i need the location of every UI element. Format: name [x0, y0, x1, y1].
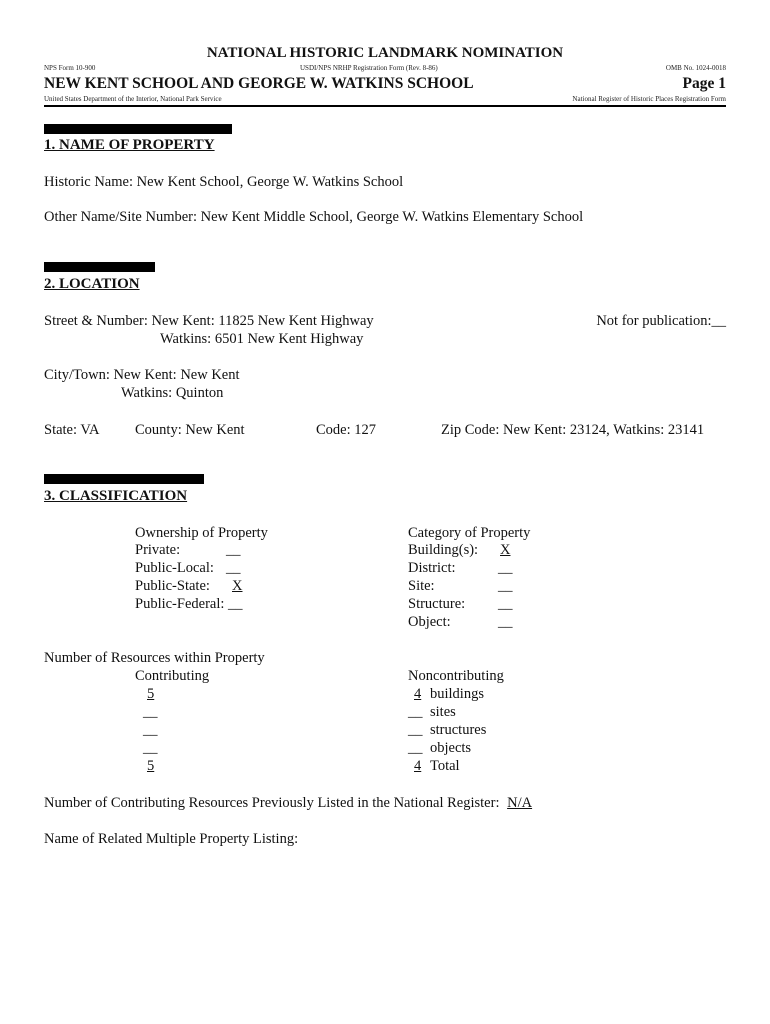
category-heading: Category of Property — [408, 525, 531, 541]
ownership-label: Public-State: — [135, 578, 210, 594]
street-number: Street & Number: New Kent: 11825 New Kent Highway — [44, 313, 374, 329]
historic-name: Historic Name: New Kent School, George W. Watkins School — [44, 174, 404, 190]
category-label: Site: — [408, 578, 435, 594]
form-title: NATIONAL HISTORIC LANDMARK NOMINATION — [206, 45, 564, 61]
related-listing: Name of Related Multiple Property Listing: — [44, 831, 299, 847]
section-bar — [44, 124, 232, 134]
category-label: Structure: — [408, 596, 466, 612]
ownership-label: Private: — [135, 542, 181, 558]
ownership-mark: __ — [226, 560, 241, 576]
category-label: Building(s): — [408, 542, 479, 558]
previously-listed-value: N/A — [507, 795, 533, 811]
previously-listed — [44, 795, 544, 812]
contributing-count: __ — [143, 722, 158, 738]
resources-heading: Number of Resources within Property — [44, 650, 265, 666]
form-number: NPS Form 10-900 — [44, 64, 96, 72]
noncontributing-label: sites — [430, 704, 456, 720]
category-mark: __ — [498, 596, 513, 612]
section-title-location: 2. LOCATION — [44, 276, 140, 292]
form-name: USDI/NPS NRHP Registration Form (Rev. 8-86) — [300, 64, 438, 72]
ownership-mark: __ — [228, 596, 243, 612]
ownership-heading: Ownership of Property — [135, 525, 268, 541]
category-mark: __ — [498, 578, 513, 594]
contributing-total: 5 — [147, 758, 155, 774]
noncontributing-label: structures — [430, 722, 487, 738]
state: State: VA — [44, 422, 100, 438]
noncontributing-label: objects — [430, 740, 472, 756]
street-number-watkins: Watkins: 6501 New Kent Highway — [160, 331, 364, 347]
property-title: NEW KENT SCHOOL AND GEORGE W. WATKINS SCHOOL — [44, 75, 474, 92]
contributing-heading: Contributing — [135, 668, 210, 684]
contributing-count: __ — [143, 704, 158, 720]
noncontributing-heading: Noncontributing — [408, 668, 504, 684]
page-number: Page 1 — [682, 75, 726, 92]
noncontributing-label: buildings — [430, 686, 484, 702]
noncontributing-count: 4 — [414, 686, 422, 702]
noncontributing-label: Total — [430, 758, 460, 774]
noncontributing-count: __ — [408, 740, 423, 756]
county: County: New Kent — [135, 422, 245, 438]
contributing-count: __ — [143, 740, 158, 756]
section-bar — [44, 474, 204, 484]
section-title-name-of-property: 1. NAME OF PROPERTY — [44, 137, 215, 153]
category-mark: __ — [498, 560, 513, 576]
code: Code: 127 — [316, 422, 377, 438]
ownership-mark: X — [232, 578, 243, 594]
category-mark: X — [500, 542, 511, 558]
ownership-label: Public-Federal: — [135, 596, 225, 612]
previously-listed-label: Number of Contributing Resources Previously Listed in the National Register: — [44, 795, 500, 811]
ownership-mark: __ — [226, 542, 241, 558]
category-label: District: — [408, 560, 456, 576]
section-title-classification: 3. CLASSIFICATION — [44, 488, 188, 504]
city-town-watkins: Watkins: Quinton — [121, 385, 224, 401]
noncontributing-count: __ — [408, 704, 423, 720]
contributing-count: 5 — [147, 686, 155, 702]
ownership-label: Public-Local: — [135, 560, 214, 576]
city-town: City/Town: New Kent: New Kent — [44, 367, 240, 383]
section-bar — [44, 262, 155, 272]
category-label: Object: — [408, 614, 451, 630]
department-line: United States Department of the Interior, National Park Service — [44, 95, 222, 103]
noncontributing-count: __ — [408, 722, 423, 738]
register-line: National Register of Historic Places Registration Form — [572, 95, 726, 103]
not-for-publication: Not for publication:__ — [596, 313, 726, 329]
omb-number: OMB No. 1024-0018 — [665, 64, 726, 72]
category-mark: __ — [498, 614, 513, 630]
other-name: Other Name/Site Number: New Kent Middle School, George W. Watkins Elementary School — [44, 209, 584, 225]
zip-code: Zip Code: New Kent: 23124, Watkins: 23141 — [441, 422, 705, 438]
noncontributing-total: 4 — [414, 758, 422, 774]
header-rule — [44, 105, 726, 107]
